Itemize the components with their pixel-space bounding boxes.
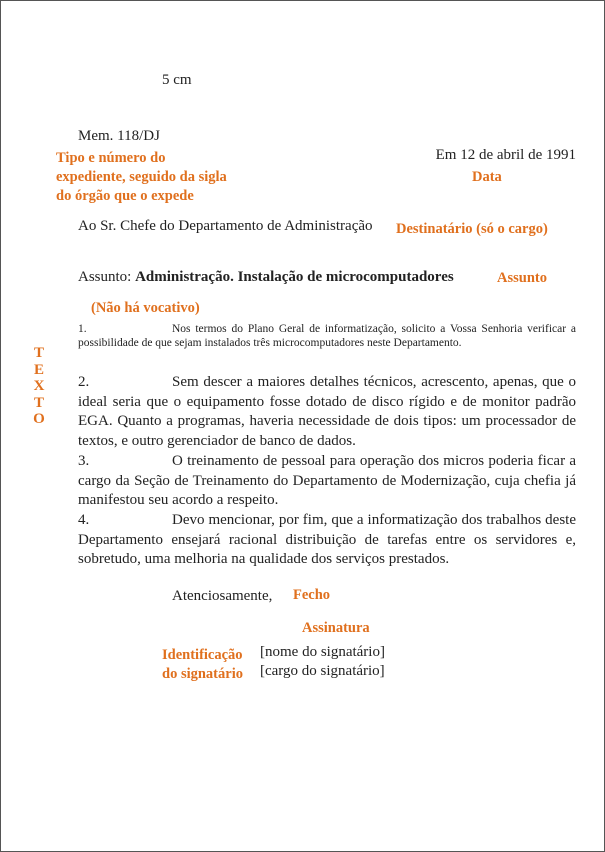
subject-text: Administração. Instalação de microcomputadores xyxy=(135,269,454,285)
texto-letter: E xyxy=(33,361,44,378)
annotation-texto xyxy=(32,345,46,428)
memo-id: Mem. 118/DJ xyxy=(78,128,160,144)
paragraph-text: Devo mencionar, por fim, que a informatização dos trabalhos deste Departamento ensejará racional distribuição de tarefas entre os servidores e, sobretudo, uma melhoria na qualidade dos serviços prestados. xyxy=(78,512,576,567)
recipient: Ao Sr. Chefe do Departamento de Administração xyxy=(78,218,373,234)
signatory-role: [cargo do signatário] xyxy=(260,663,385,679)
paragraph-number: 3. xyxy=(78,453,90,469)
margin-note: 5 cm xyxy=(162,72,192,88)
subject-prefix: Assunto: xyxy=(78,269,132,285)
paragraph-3 xyxy=(78,452,576,511)
annotation-tipo-line3: do órgão que o expede xyxy=(56,188,194,204)
paragraph-number: 2. xyxy=(78,374,90,390)
paragraph-2 xyxy=(78,373,576,451)
texto-letter: T xyxy=(33,394,44,411)
paragraph-number: 1. xyxy=(78,323,87,335)
annotation-vocativo: (Não há vocativo) xyxy=(91,300,200,316)
memo-date: Em 12 de abril de 1991 xyxy=(435,147,576,163)
paragraph-number: 4. xyxy=(78,512,90,528)
annotation-tipo-line2: expediente, seguido da sigla xyxy=(56,169,227,185)
paragraph-text: Sem descer a maiores detalhes técnicos, acrescento, apenas, que o ideal seria que o equipamento fosse dotado de disco rígido e de monitor padrão EGA. Quanto a programas, haveria necessidade de dois tipos: um processador de textos, e outro gerenciador de banco de dados. xyxy=(78,374,576,449)
annotation-identificacao-line2: do signatário xyxy=(162,666,243,682)
annotation-assunto: Assunto xyxy=(497,270,547,286)
subject-line xyxy=(78,269,454,286)
annotation-assinatura: Assinatura xyxy=(302,620,370,636)
annotation-fecho: Fecho xyxy=(293,587,331,603)
paragraph-text: Nos termos do Plano Geral de informatização, solicito a Vossa Senhoria verificar a possibilidade de que sejam instalados três microcomputadores neste Departamento. xyxy=(78,323,576,349)
paragraph-4 xyxy=(78,511,576,570)
annotation-tipo-line1: Tipo e número do xyxy=(56,150,166,166)
signatory-name: [nome do signatário] xyxy=(260,644,385,660)
paragraph-1 xyxy=(78,323,576,350)
closing: Atenciosamente, xyxy=(172,588,273,604)
annotation-data: Data xyxy=(472,169,502,185)
texto-letter: X xyxy=(33,378,45,394)
signatory-block xyxy=(260,643,385,681)
annotation-identificacao-line1: Identificação xyxy=(162,647,243,663)
texto-letter: T xyxy=(33,345,44,361)
annotation-destinatario: Destinatário (só o cargo) xyxy=(396,221,548,237)
annotation-tipo xyxy=(56,149,227,206)
paragraph-text: O treinamento de pessoal para operação dos micros poderia ficar a cargo da Seção de Treinamento do Departamento de Modernização, cuja chefia já manifestou seu acordo a respeito. xyxy=(78,453,576,508)
texto-letter: O xyxy=(33,411,45,427)
annotation-identificacao xyxy=(162,646,243,684)
